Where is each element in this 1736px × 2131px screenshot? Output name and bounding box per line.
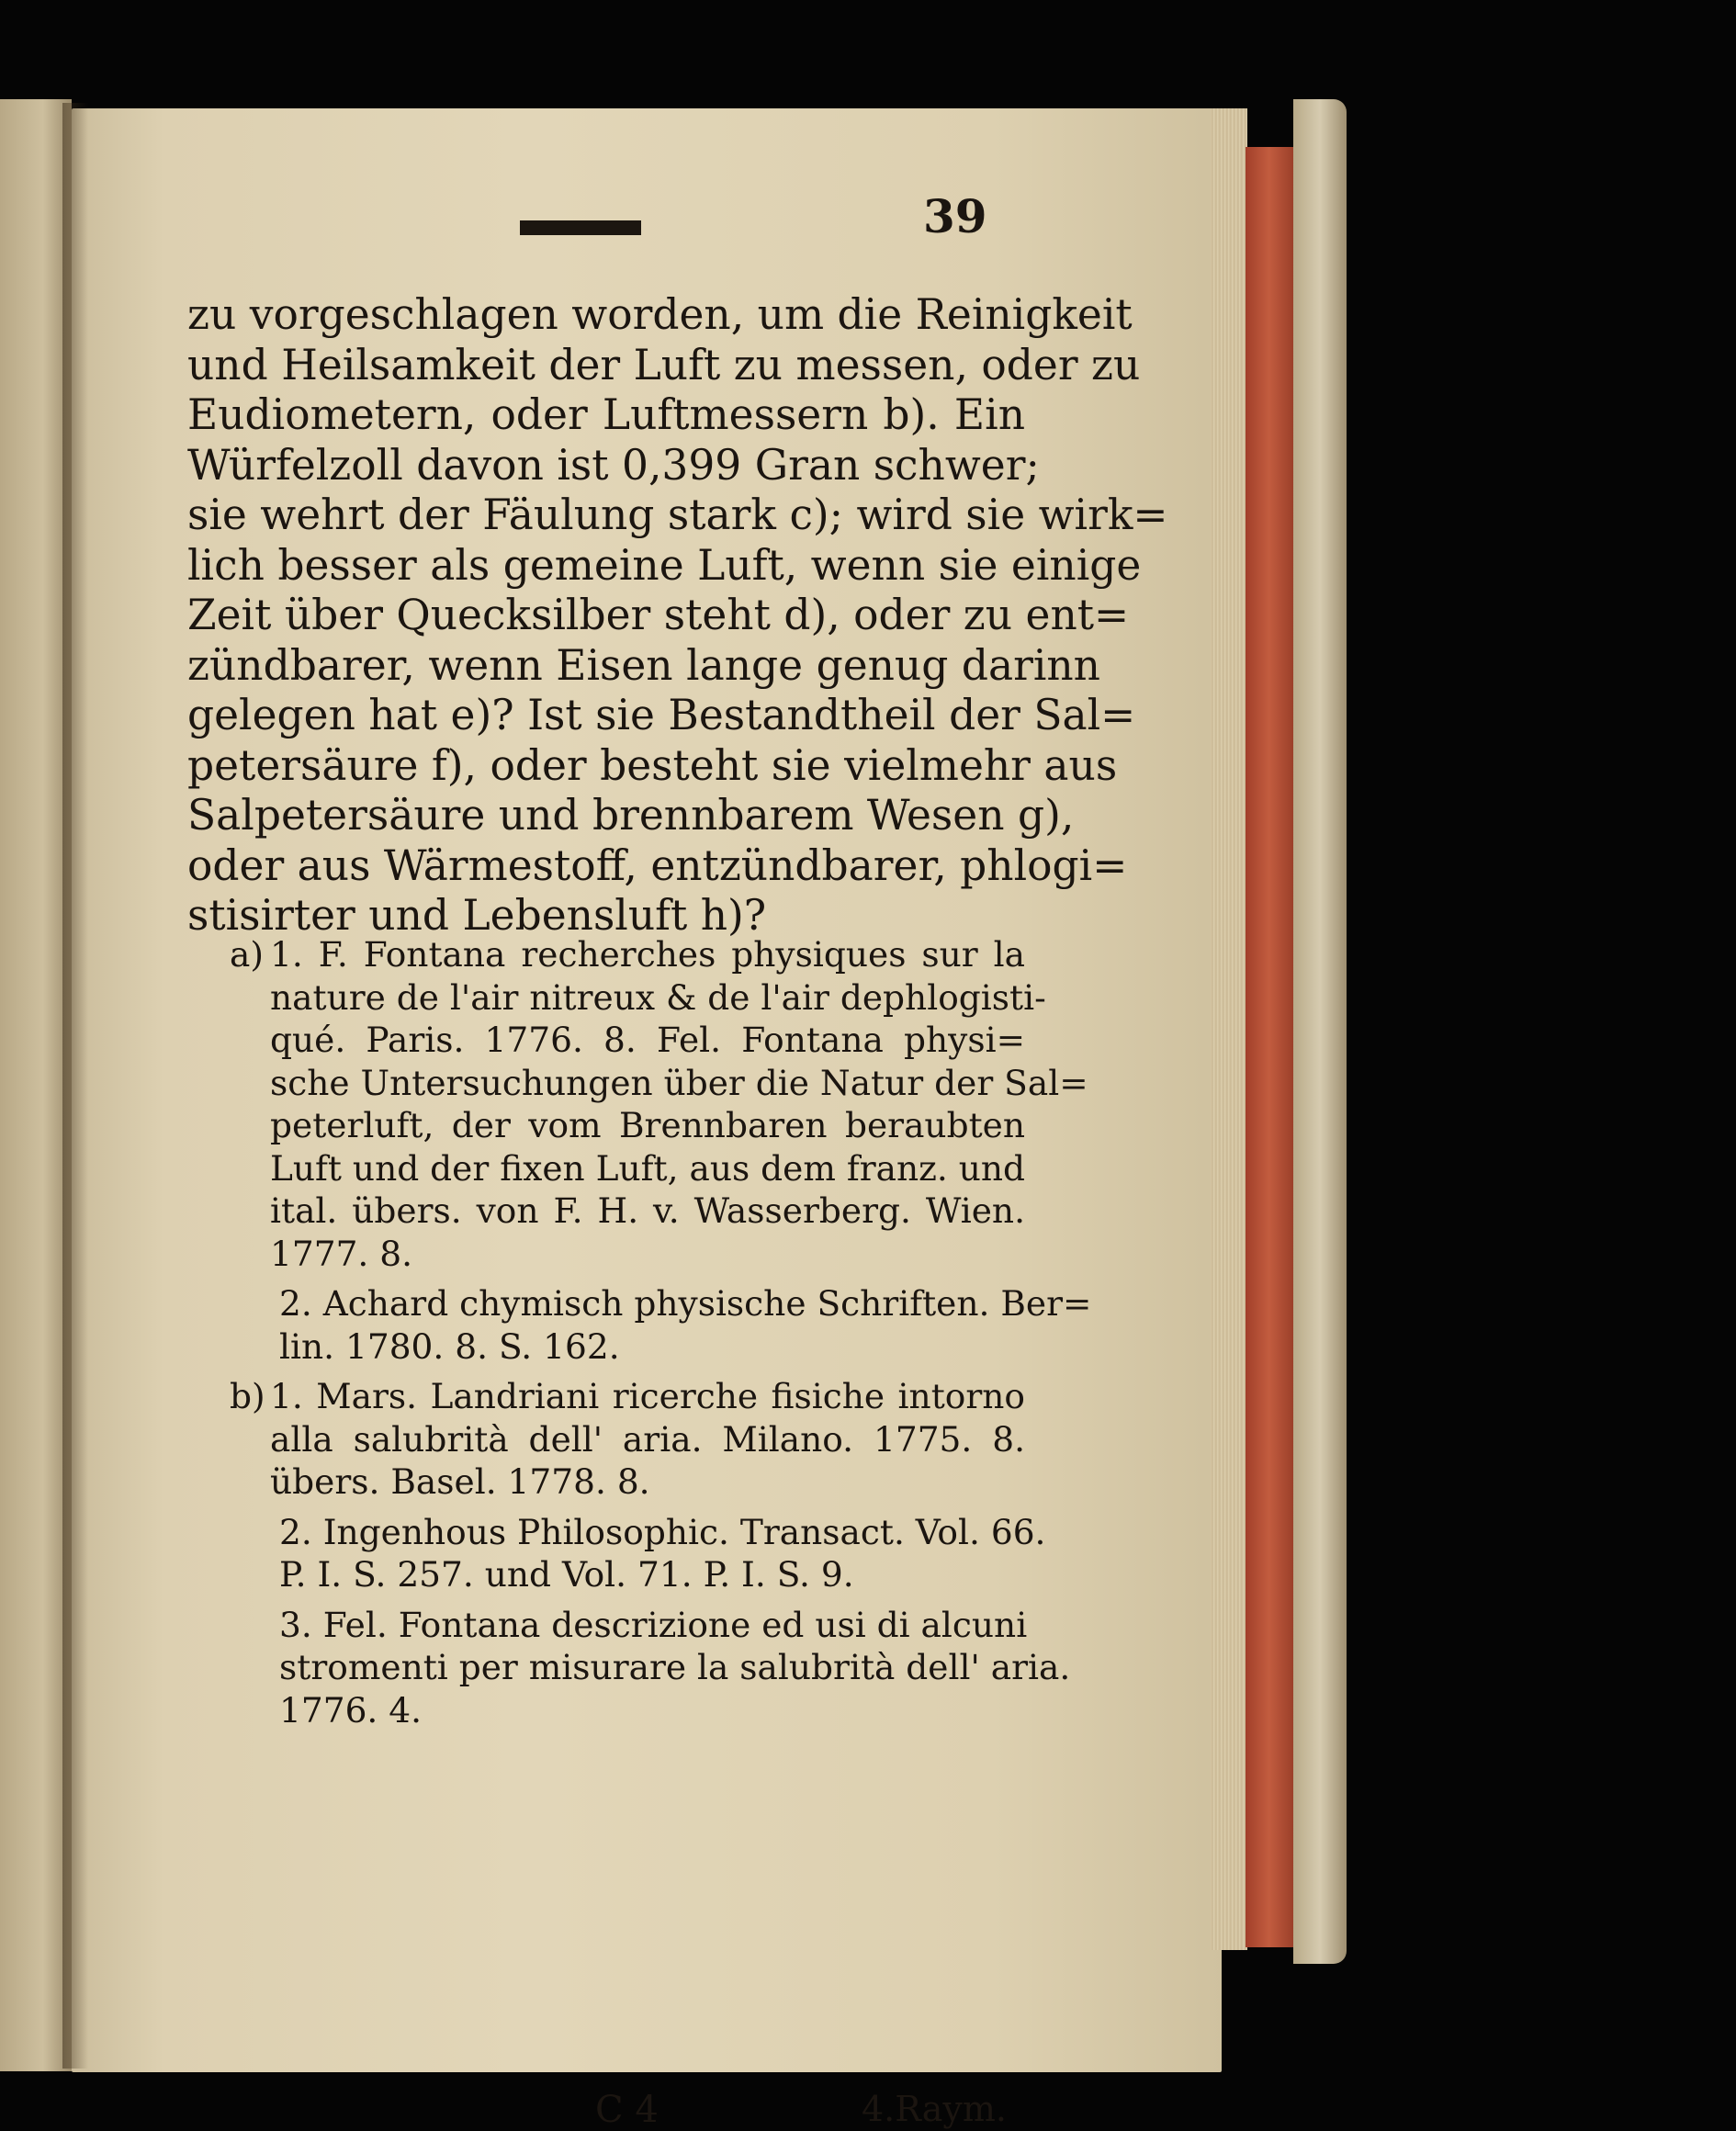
body-line: petersäure f), oder besteht sie vielmehr aus <box>187 740 1118 790</box>
body-line: Salpetersäure und brennbarem Wesen g), <box>187 791 1075 840</box>
catchword: 4.Raym. <box>862 2089 1007 2129</box>
footnote-line: 1777. 8. <box>270 1233 413 1274</box>
spine-shadow <box>62 103 88 2069</box>
body-line: Zeit über Quecksilber steht d), oder zu ent= <box>187 591 1130 639</box>
body-line: zu vorgeschlagen worden, um die Reinigkeit <box>187 290 1133 339</box>
footnote-line: 3. Fel. Fontana descrizione ed usi di alcuni <box>279 1604 1028 1645</box>
cover-edge <box>1293 99 1347 1964</box>
footnote-line: Luft und der fixen Luft, aus dem franz. und <box>270 1147 1026 1189</box>
footnote-line: übers. Basel. 1778. 8. <box>270 1461 650 1502</box>
footnote-b <box>230 1375 1025 1504</box>
footnote-b3 <box>257 1604 1071 1732</box>
page-fore-edge <box>1211 108 1247 1950</box>
footnote-a2 <box>257 1282 1092 1368</box>
footnote-line: stromenti per misurare la salubrità dell' aria. <box>279 1647 1071 1687</box>
footnotes <box>230 933 1092 1739</box>
footnote-line: 1. Mars. Landriani ricerche fisiche intorno <box>270 1376 1025 1416</box>
body-line: sie wehrt der Fäulung stark c); wird sie wirk= <box>187 490 1168 539</box>
body-text <box>187 290 1168 941</box>
footnote-line: nature de l'air nitreux & de l'air dephlogisti- <box>270 976 1046 1018</box>
footnote-line: sche Untersuchungen über die Natur der Sal= <box>270 1062 1088 1103</box>
footnote-marker: b) <box>230 1376 265 1416</box>
body-line: Würfelzoll davon ist 0,399 Gran schwer; <box>187 440 1040 490</box>
footnote-line: alla salubrità dell' aria. Milano. 1775. 8. <box>270 1418 1025 1460</box>
footnote-marker: a) <box>230 934 264 975</box>
page-number: 39 <box>923 189 987 243</box>
signature-mark: C 4 <box>595 2089 659 2131</box>
left-page-edge <box>0 99 72 2071</box>
footnote-line: 1. F. Fontana recherches physiques sur la <box>270 934 1025 975</box>
body-line: lich besser als gemeine Luft, wenn sie einige <box>187 540 1142 590</box>
footnote-line: 2. Achard chymisch physische Schriften. Ber= <box>279 1283 1092 1324</box>
footnote-line: ital. übers. von F. H. v. Wasserberg. Wien. <box>270 1190 1025 1231</box>
body-line: gelegen hat e)? Ist sie Bestandtheil der Sal= <box>187 691 1136 739</box>
footnote-line: peterluft, der vom Brennbaren beraubten <box>270 1105 1025 1145</box>
body-line: stisirter und Lebensluft h)? <box>187 891 767 940</box>
footnote-a <box>230 933 1088 1275</box>
footnote-line: P. I. S. 257. und Vol. 71. P. I. S. 9. <box>279 1554 854 1595</box>
footnote-line: 2. Ingenhous Philosophic. Transact. Vol. 66. <box>279 1511 1046 1552</box>
footnote-line: qué. Paris. 1776. 8. Fel. Fontana physi= <box>270 1020 1025 1060</box>
body-line: und Heilsamkeit der Luft zu messen, oder zu <box>187 340 1141 389</box>
body-line: zündbarer, wenn Eisen lange genug darinn <box>187 640 1100 690</box>
header-rule <box>520 220 641 235</box>
body-line: oder aus Wärmestoff, entzündbarer, phlogi= <box>187 840 1128 890</box>
footnote-line: lin. 1780. 8. S. 162. <box>279 1325 620 1367</box>
footnote-b2 <box>257 1511 1046 1596</box>
footnote-line: 1776. 4. <box>279 1689 423 1731</box>
body-line: Eudiometern, oder Luftmessern b). Ein <box>187 390 1025 439</box>
